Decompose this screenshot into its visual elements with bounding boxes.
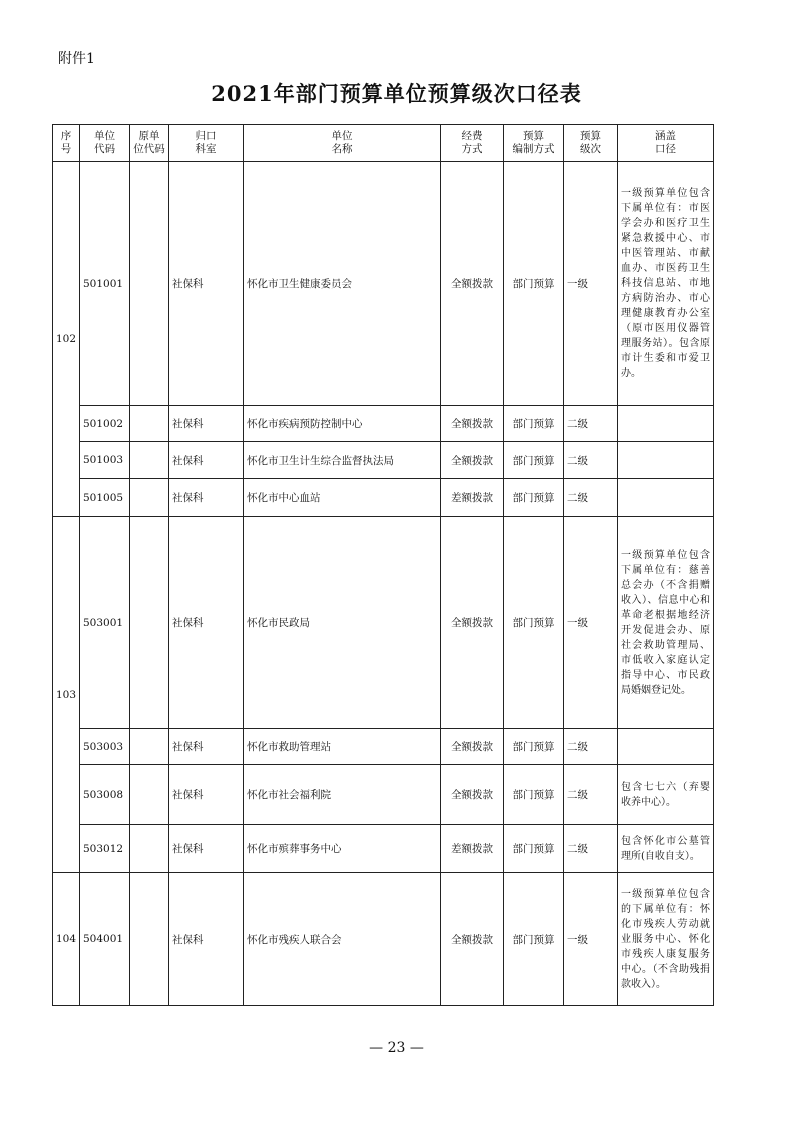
table-row [53, 825, 714, 873]
dept: 社保科 [169, 517, 244, 729]
unit-name: 怀化市殡葬事务中心 [244, 825, 441, 873]
funding: 全额拨款 [441, 729, 504, 765]
dept: 社保科 [169, 162, 244, 406]
header-dept: 归口 科室 [169, 125, 244, 162]
dept: 社保科 [169, 825, 244, 873]
table-row [53, 729, 714, 765]
funding: 全额拨款 [441, 517, 504, 729]
table-row [53, 517, 714, 729]
unit-code: 501003 [80, 442, 130, 479]
unit-code: 503003 [80, 729, 130, 765]
header-funding: 经费 方式 [441, 125, 504, 162]
page-number: — 23 — [369, 1040, 424, 1056]
budget-mode: 部门预算 [504, 479, 564, 517]
funding: 全额拨款 [441, 442, 504, 479]
budget-level: 二级 [564, 442, 618, 479]
coverage [618, 442, 714, 479]
table-row [53, 442, 714, 479]
budget-mode: 部门预算 [504, 825, 564, 873]
orig-code [130, 873, 169, 1006]
unit-code: 503008 [80, 765, 130, 825]
coverage [618, 729, 714, 765]
coverage: 一级预算单位包含下属单位有：市医学会办和医疗卫生紧急救援中心、市中医管理站、市献血办、市医药卫生科技信息站、市地方病防治办、市心理健康教育办公室（原市医用仪器管理服务站）。包含原市计生委和市爱卫办。 [618, 162, 714, 406]
dept: 社保科 [169, 873, 244, 1006]
budget-mode: 部门预算 [504, 729, 564, 765]
unit-name: 怀化市救助管理站 [244, 729, 441, 765]
budget-mode: 部门预算 [504, 873, 564, 1006]
orig-code [130, 162, 169, 406]
attachment-label: 附件1 [58, 51, 95, 67]
budget-mode: 部门预算 [504, 517, 564, 729]
funding: 全额拨款 [441, 873, 504, 1006]
orig-code [130, 825, 169, 873]
seq-cell: 103 [53, 517, 80, 873]
budget-mode: 部门预算 [504, 442, 564, 479]
dept: 社保科 [169, 442, 244, 479]
header-mode: 预算 编制方式 [504, 125, 564, 162]
budget-level-table [52, 124, 714, 1006]
header-seq: 序号 [53, 125, 80, 162]
orig-code [130, 729, 169, 765]
orig-code [130, 765, 169, 825]
budget-mode: 部门预算 [504, 406, 564, 442]
budget-level: 一级 [564, 873, 618, 1006]
coverage: 一级预算单位包含的下属单位有：怀化市残疾人劳动就业服务中心、怀化市残疾人康复服务中心。（不含助残捐款收入）。 [618, 873, 714, 1006]
table-row [53, 162, 714, 406]
coverage: 包含怀化市公墓管理所(自收自支）。 [618, 825, 714, 873]
unit-name: 怀化市疾病预防控制中心 [244, 406, 441, 442]
header-level: 预算 级次 [564, 125, 618, 162]
unit-name: 怀化市卫生计生综合监督执法局 [244, 442, 441, 479]
unit-name: 怀化市残疾人联合会 [244, 873, 441, 1006]
orig-code [130, 442, 169, 479]
unit-code: 501005 [80, 479, 130, 517]
dept: 社保科 [169, 765, 244, 825]
unit-code: 501001 [80, 162, 130, 406]
unit-code: 501002 [80, 406, 130, 442]
unit-code: 503001 [80, 517, 130, 729]
funding: 全额拨款 [441, 406, 504, 442]
coverage: 一级预算单位包含下属单位有：慈善总会办（不含捐赠收入）、信息中心和革命老根据地经济开发促进会办、原社会救助管理局、市低收入家庭认定指导中心、市民政局婚姻登记处。 [618, 517, 714, 729]
funding: 差额拨款 [441, 825, 504, 873]
dept: 社保科 [169, 479, 244, 517]
header-unit-code: 单位 代码 [80, 125, 130, 162]
header-unit-name: 单位 名称 [244, 125, 441, 162]
table-row [53, 406, 714, 442]
budget-level: 二级 [564, 825, 618, 873]
budget-level: 一级 [564, 517, 618, 729]
funding: 全额拨款 [441, 765, 504, 825]
header-coverage: 涵盖 口径 [618, 125, 714, 162]
orig-code [130, 479, 169, 517]
coverage [618, 479, 714, 517]
orig-code [130, 406, 169, 442]
budget-level: 二级 [564, 479, 618, 517]
budget-level: 一级 [564, 162, 618, 406]
funding: 差额拨款 [441, 479, 504, 517]
coverage: 包含七七六（弃婴收养中心）。 [618, 765, 714, 825]
budget-mode: 部门预算 [504, 162, 564, 406]
unit-name: 怀化市卫生健康委员会 [244, 162, 441, 406]
unit-code: 504001 [80, 873, 130, 1006]
table-row [53, 765, 714, 825]
header-orig-code: 原单 位代码 [130, 125, 169, 162]
table-row [53, 479, 714, 517]
budget-mode: 部门预算 [504, 765, 564, 825]
unit-name: 怀化市民政局 [244, 517, 441, 729]
dept: 社保科 [169, 406, 244, 442]
coverage [618, 406, 714, 442]
funding: 全额拨款 [441, 162, 504, 406]
table-header-row [53, 125, 714, 162]
table-row [53, 873, 714, 1006]
budget-level: 二级 [564, 729, 618, 765]
unit-name: 怀化市社会福利院 [244, 765, 441, 825]
budget-level: 二级 [564, 406, 618, 442]
dept: 社保科 [169, 729, 244, 765]
budget-level: 二级 [564, 765, 618, 825]
document-title: 2021年部门预算单位预算级次口径表 [211, 81, 582, 106]
orig-code [130, 517, 169, 729]
unit-code: 503012 [80, 825, 130, 873]
unit-name: 怀化市中心血站 [244, 479, 441, 517]
seq-cell: 102 [53, 162, 80, 517]
seq-cell: 104 [53, 873, 80, 1006]
